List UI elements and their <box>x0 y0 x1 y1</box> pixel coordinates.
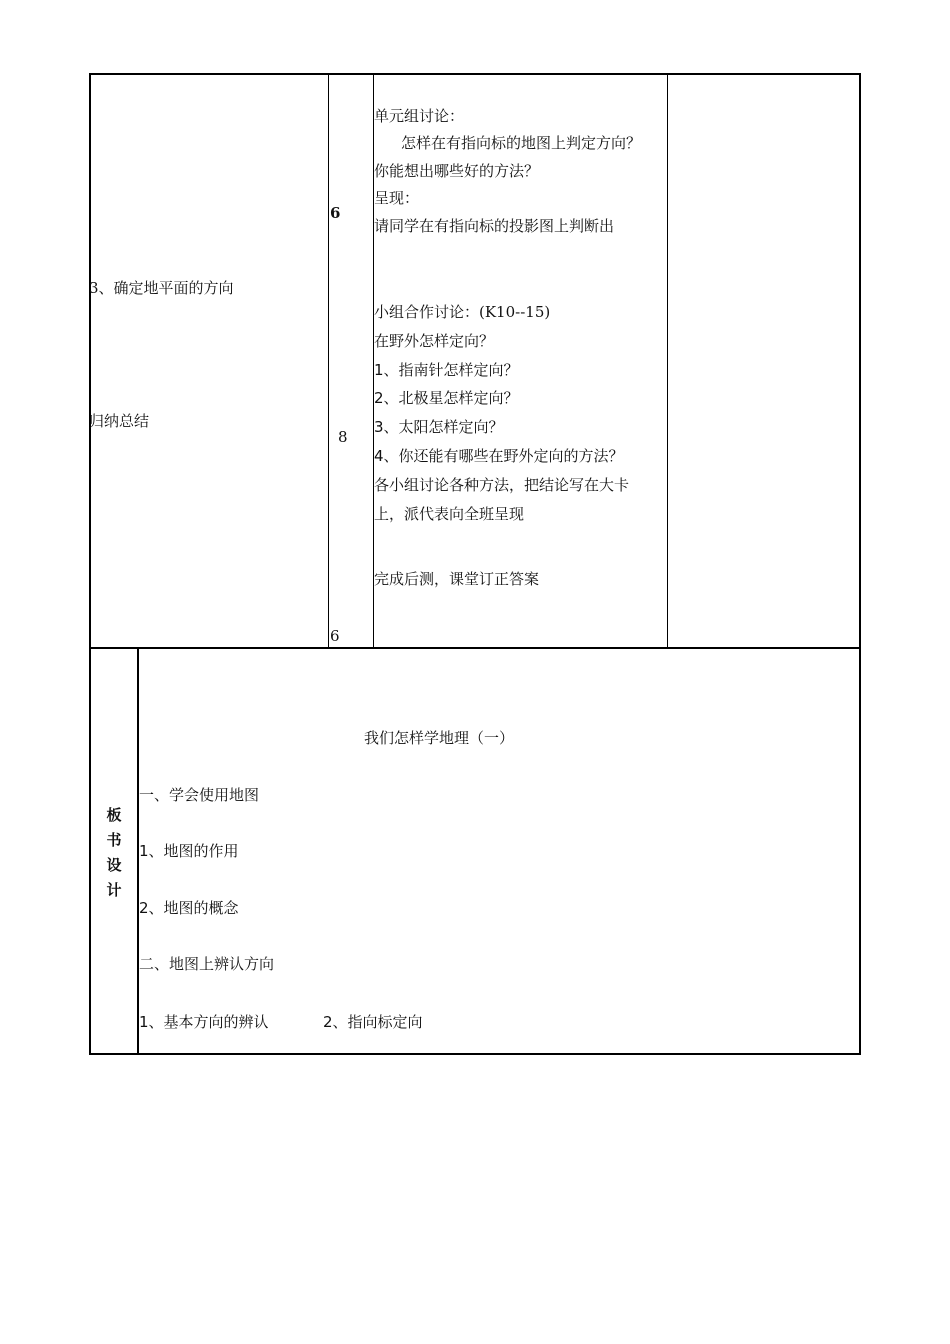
col-divider-minutes-left <box>328 73 329 648</box>
activity-line-13: 上，派代表向全班呈现 <box>374 505 525 523</box>
activity-line-14: 完成后测，课堂订正答案 <box>374 570 540 588</box>
board-item-2: 1、地图的作用 <box>139 842 239 860</box>
minutes-value-1: 6 <box>330 204 341 222</box>
activity-line-4: 呈现： <box>374 189 420 207</box>
activity-line-8: 1、指南针怎样定向？ <box>374 361 519 379</box>
table-border-bottom <box>89 1053 861 1055</box>
table-border-right <box>859 73 861 1055</box>
summary-text: 归纳总结 <box>89 412 150 430</box>
activity-line-12: 各小组讨论各种方法，把结论写在大卡 <box>374 476 630 494</box>
minutes-value-3: 6 <box>330 627 340 645</box>
board-item-5a: 1、基本方向的辨认 <box>139 1013 269 1031</box>
activity-line-10: 3、太阳怎样定向？ <box>374 418 504 436</box>
board-label-char-1: 板 <box>106 806 122 824</box>
board-item-1: 一、学会使用地图 <box>139 786 260 804</box>
activity-line-11: 4、你还能有哪些在野外定向的方法？ <box>374 447 624 465</box>
activity-line-5: 请同学在有指向标的投影图上判断出 <box>374 217 615 235</box>
board-item-4: 二、地图上辨认方向 <box>139 955 275 973</box>
table-border-top <box>89 73 861 75</box>
board-label-char-4: 计 <box>106 881 122 899</box>
activity-line-2: 怎样在有指向标的地图上判定方向？ <box>401 134 642 152</box>
activity-line-3: 你能想出哪些好的方法？ <box>374 162 540 180</box>
topic-3-text: 3、确定地平面的方向 <box>89 279 234 297</box>
board-label-char-2: 书 <box>106 831 122 849</box>
board-item-3: 2、地图的概念 <box>139 899 239 917</box>
activity-line-7: 在野外怎样定向？ <box>374 332 495 350</box>
board-title: 我们怎样学地理（一） <box>364 729 515 747</box>
row-divider <box>89 647 861 649</box>
activity-line-9: 2、北极星怎样定向？ <box>374 389 519 407</box>
board-label-char-3: 设 <box>106 856 122 874</box>
col-divider-activity-right <box>667 73 668 648</box>
minutes-value-2: 8 <box>338 428 348 446</box>
activity-line-6: 小组合作讨论：(K10--15) <box>374 303 551 321</box>
activity-line-1: 单元组讨论： <box>374 107 465 125</box>
table-border-left <box>89 73 91 1055</box>
board-item-5b: 2、指向标定向 <box>323 1013 423 1031</box>
board-design-label <box>104 803 124 903</box>
